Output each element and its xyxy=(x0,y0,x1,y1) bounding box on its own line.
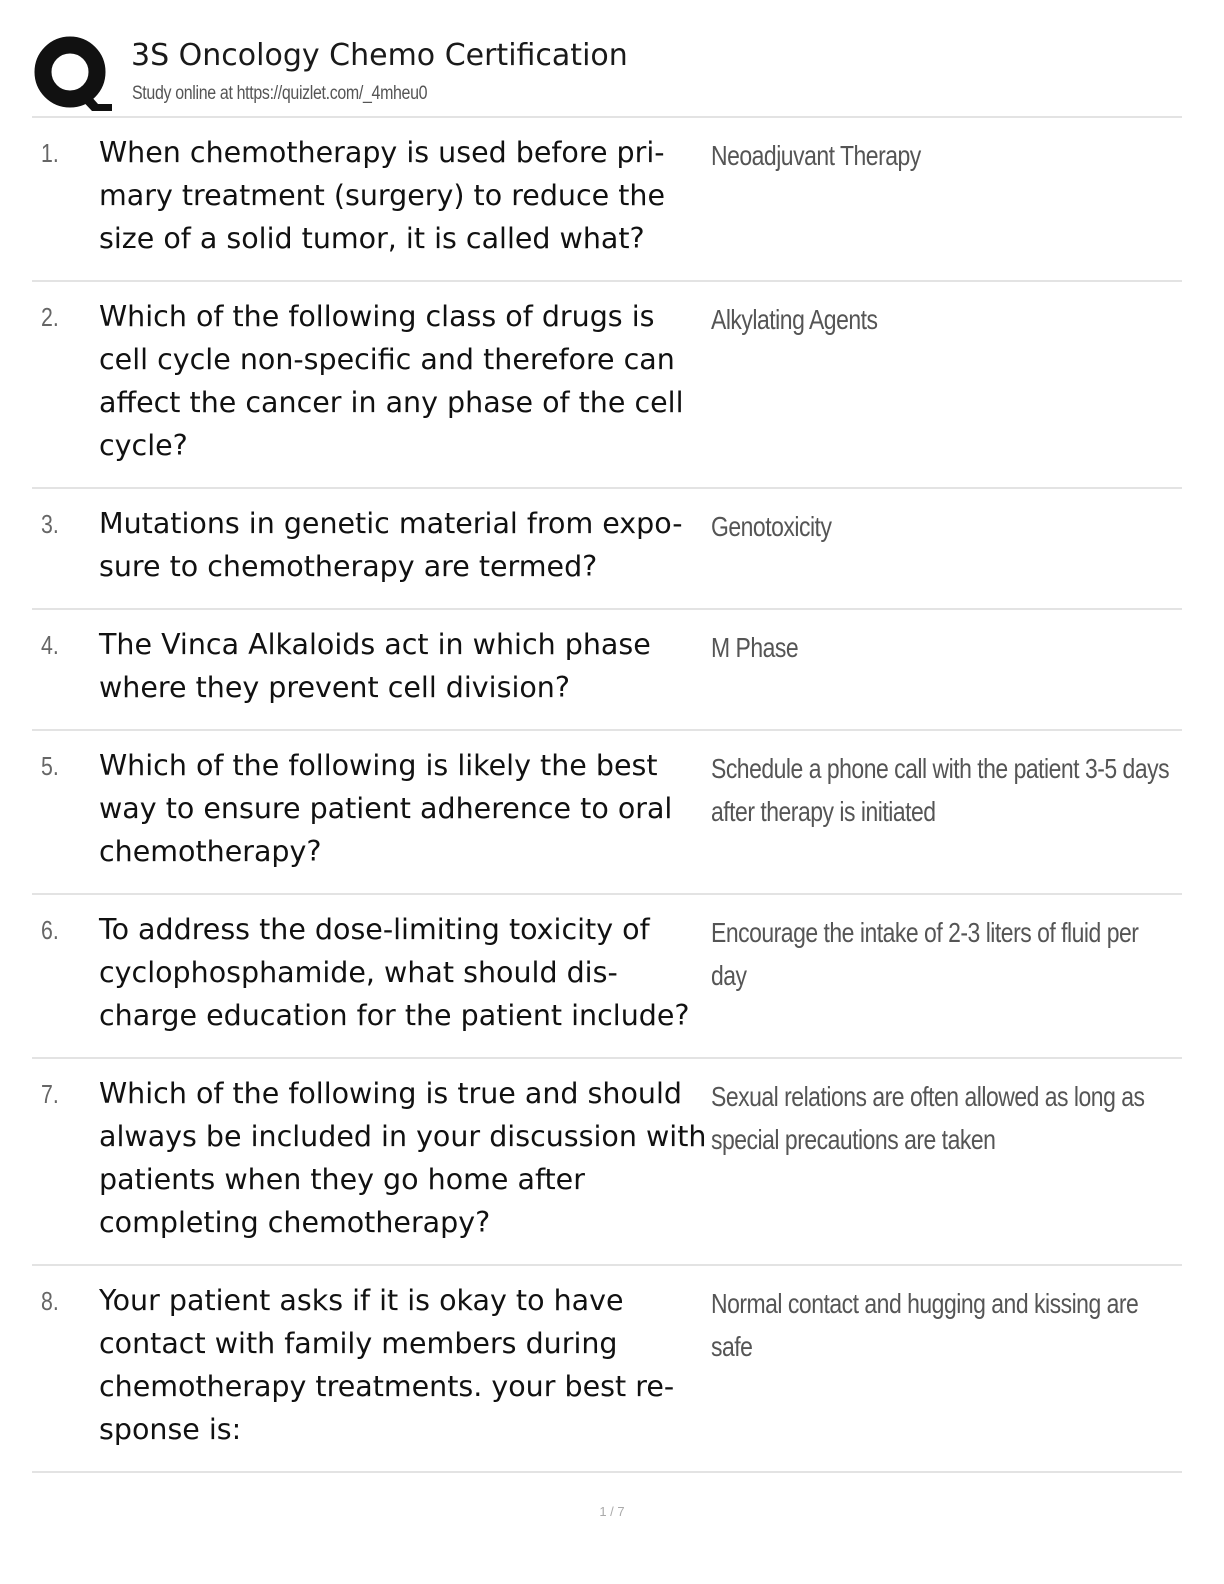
card-answer: Schedule a phone call with the patient 3-5 days after therapy is initiated xyxy=(711,753,1170,827)
set-title: 3S Oncology Chemo Certification xyxy=(131,38,628,73)
card-number: 1. xyxy=(41,138,59,168)
card-answer: M Phase xyxy=(711,632,799,663)
card-number: 7. xyxy=(41,1079,59,1109)
flashcard-list xyxy=(32,118,1182,1473)
page-header xyxy=(32,32,1182,116)
card-answer: Alkylating Agents xyxy=(711,304,878,335)
card-question: To address the dose-limiting toxicity of cyclophosphamide, what should dis-charge education for the patient include? xyxy=(99,913,690,1032)
flashcard xyxy=(32,1266,1182,1473)
card-number: 2. xyxy=(41,302,59,332)
card-question: Which of the following is likely the best way to ensure patient adherence to oral chemotherapy? xyxy=(99,749,673,868)
card-question: Which of the following class of drugs is cell cycle non-specific and therefore can affect the cancer in any phase of the cell cycle? xyxy=(99,300,684,462)
study-online-link[interactable]: Study online at https://quizlet.com/_4mheu0 xyxy=(132,83,428,104)
flashcard xyxy=(32,731,1182,895)
card-number: 8. xyxy=(41,1286,59,1316)
page-number: 1 / 7 xyxy=(599,1504,625,1519)
card-number: 4. xyxy=(41,630,59,660)
card-answer: Neoadjuvant Therapy xyxy=(711,140,921,171)
card-question: Mutations in genetic material from expo-sure to chemotherapy are termed? xyxy=(99,507,683,583)
flashcard xyxy=(32,1059,1182,1266)
card-number: 6. xyxy=(41,915,59,945)
flashcard xyxy=(32,895,1182,1059)
card-question: When chemotherapy is used before pri-mary treatment (surgery) to reduce the size of a solid tumor, it is called what? xyxy=(99,136,666,255)
flashcard xyxy=(32,282,1182,489)
card-number: 5. xyxy=(41,751,59,781)
card-answer: Genotoxicity xyxy=(711,511,832,542)
flashcard xyxy=(32,118,1182,282)
card-question: The Vinca Alkaloids act in which phase where they prevent cell division? xyxy=(99,628,651,704)
card-answer: Normal contact and hugging and kissing are safe xyxy=(711,1288,1139,1362)
card-question: Your patient asks if it is okay to have contact with family members during chemotherapy treatments. your best re-sponse is: xyxy=(99,1284,675,1446)
card-number: 3. xyxy=(41,509,59,539)
quizlet-logo-icon xyxy=(32,34,112,114)
flashcard xyxy=(32,489,1182,610)
card-answer: Sexual relations are often allowed as long as special precautions are taken xyxy=(711,1081,1145,1155)
flashcard xyxy=(32,610,1182,731)
card-answer: Encourage the intake of 2-3 liters of fluid per day xyxy=(711,917,1139,991)
card-question: Which of the following is true and should always be included in your discussion with patients when they go home after completing chemotherapy? xyxy=(99,1077,707,1239)
